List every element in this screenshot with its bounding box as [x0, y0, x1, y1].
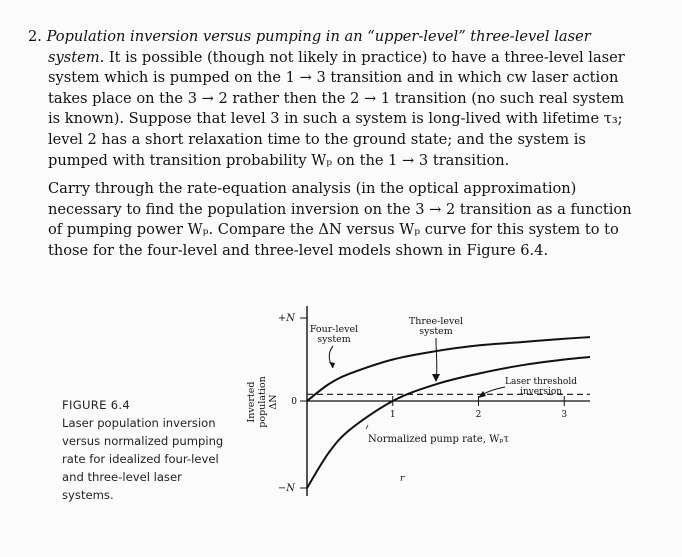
x-tick-label-1: 1 [389, 410, 396, 420]
figure-caption [62, 396, 237, 504]
annotation-threshold-line-2: inversion [519, 387, 563, 397]
annotation-three-level-arrowhead [432, 374, 440, 382]
problem-paragraph-1 [28, 27, 638, 171]
y-axis-label-line-1: Inverted [246, 381, 257, 423]
figure-caption-text: Laser population inversion versus normalized pumping rate for idealized four-level and three-level laser systems. [62, 416, 224, 502]
y-axis-label-line-3: ΔN [268, 394, 279, 410]
annotation-three-level-arrow [436, 338, 437, 380]
y-tick-label-zero: 0 [291, 397, 297, 407]
annotation-three-level-line-1: Three-level [408, 316, 464, 327]
problem-number: 2. [28, 28, 42, 45]
x-tick-label-3: 3 [561, 410, 568, 420]
problem-paragraph-1-body: It is possible (though not likely in practice) to have a three-level laser system which is pumped on the 1 → 3 transition and in which cw laser action takes place on the 3 → 2 rather then the 2 → 1 transition (no such real system is known). Suppose that level 3 in such a system is long-lived with lifetime τ₃; level 2 has a short relaxation time to the ground state; and the system is pumped with transition probability Wₚ on the 1 → 3 transition. [48, 48, 625, 169]
x-tick-label-2: 2 [475, 410, 482, 420]
stray-mark: r [400, 474, 405, 484]
figure-6-4 [240, 300, 640, 510]
y-axis-label [246, 376, 279, 427]
problem-2 [28, 27, 638, 262]
x-axis-label: Normalized pump rate, Wₚτ [368, 434, 509, 445]
stray-tick [366, 425, 368, 429]
problem-paragraph-2: Carry through the rate-equation analysis (in the optical approximation) necessary to find the population inversion on the 3 → 2 transition as a function of pumping power Wₚ. Compare the ΔN versus Wₚ curve for this system to to those for the four-level and three-level models shown in Figure 6.4. [48, 180, 632, 259]
annotation-threshold-line-1: Laser threshold [505, 377, 577, 387]
y-tick-label-bottom: −N [277, 483, 295, 494]
problem-title: Population inversion versus pumping in an “upper-level” three-level laser system. [46, 28, 591, 66]
figure-label: FIGURE 6.4 [62, 398, 131, 412]
inversion-chart [240, 300, 640, 510]
annotation-three-level-line-2: system [419, 326, 453, 337]
y-axis-label-line-2: population [257, 376, 268, 428]
annotation-four-level-line-2: system [317, 334, 351, 345]
annotation-four-level-line-1: Four-level [309, 324, 359, 335]
y-tick-label-top: +N [277, 313, 295, 324]
